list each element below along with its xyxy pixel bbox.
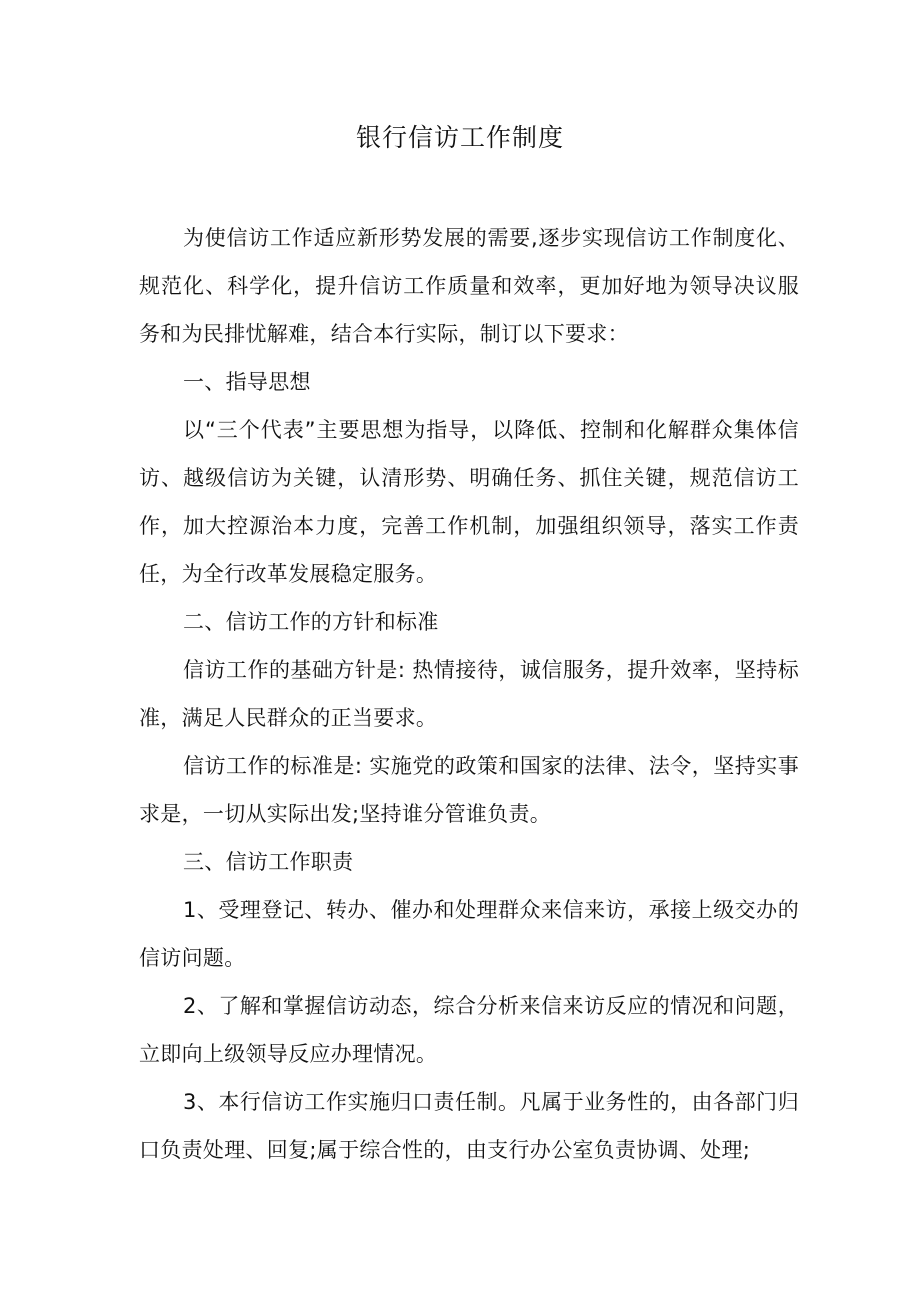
section-heading-principles: 二、信访工作的方针和标准 xyxy=(183,610,439,634)
standard-paragraph: 信访工作的标准是: 实施党的政策和国家的法律、法令，坚持实事求是，一切从实际出发;坚持谁分管谁负责。 xyxy=(139,754,799,826)
intro-paragraph: 为使信访工作适应新形势发展的需要,逐步实现信访工作制度化、规范化、科学化，提升信访工作质量和效率，更加好地为领导决议服务和为民排忧解难，结合本行实际，制订以下要求： xyxy=(139,226,799,346)
duty-item-3: 3、本行信访工作实施归口责任制。凡属于业务性的，由各部门归口负责处理、回复;属于综合性的，由支行办公室负责协调、处理; xyxy=(139,1090,799,1162)
guiding-thought-paragraph: 以“三个代表”主要思想为指导，以降低、控制和化解群众集体信访、越级信访为关键，认清形势、明确任务、抓住关键，规范信访工作，加大控源治本力度，完善工作机制，加强组织领导，落实工作责任，为全行改革发展稳定服务。 xyxy=(139,418,799,586)
document-body xyxy=(139,214,799,1174)
duty-item-2: 2、了解和掌握信访动态，综合分析来信来访反应的情况和问题，立即向上级领导反应办理情况。 xyxy=(139,994,799,1066)
section-heading-duties: 三、信访工作职责 xyxy=(183,850,354,874)
basic-principle-paragraph: 信访工作的基础方针是: 热情接待，诚信服务，提升效率，坚持标准，满足人民群众的正当要求。 xyxy=(139,658,799,730)
document-title: 银行信访工作制度 xyxy=(355,123,564,152)
section-heading-guiding-thought: 一、指导思想 xyxy=(183,370,311,394)
duty-item-1: 1、受理登记、转办、催办和处理群众来信来访，承接上级交办的信访问题。 xyxy=(139,898,799,970)
